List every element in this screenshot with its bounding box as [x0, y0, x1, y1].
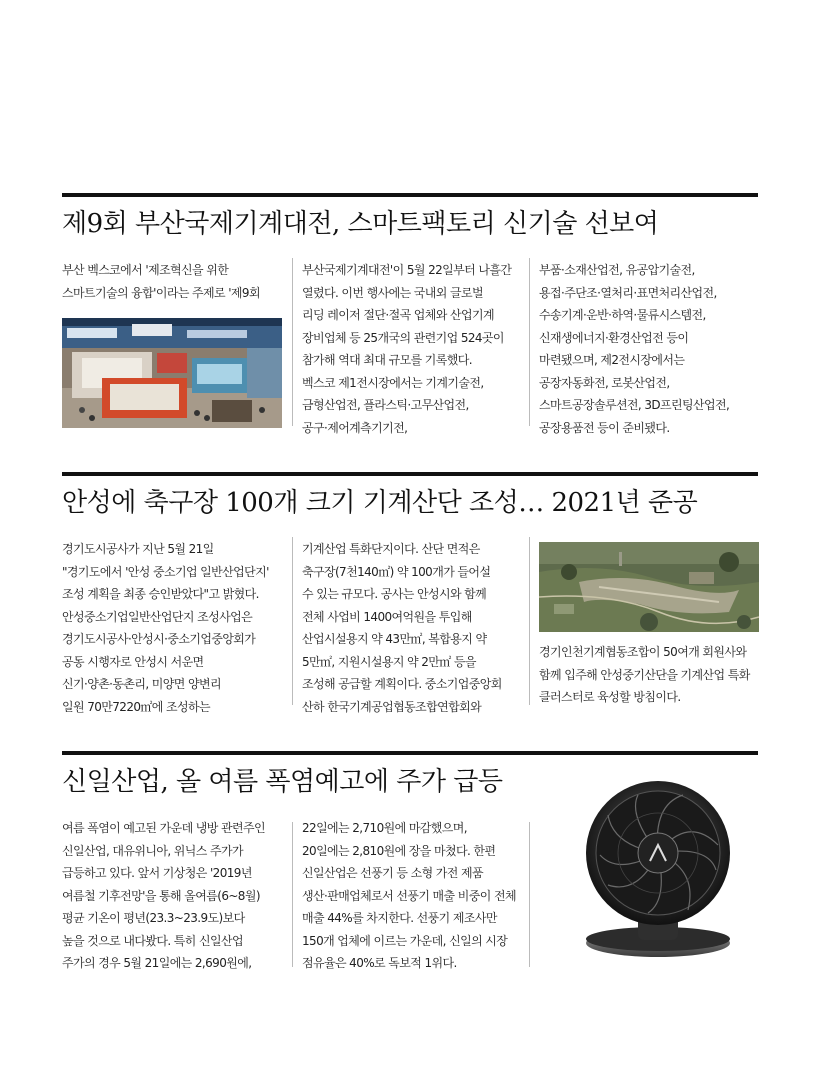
text-line: 신일산업은 선풍기 등 소형 가전 제품 — [302, 866, 483, 880]
text-line: 부품·소재산업전, 유공압기술전, — [539, 263, 695, 277]
column-divider — [292, 258, 293, 426]
text-line: 축구장(7천140㎡) 약 100개가 들어설 — [302, 564, 491, 579]
headline: 제9회 부산국제기계대전, 스마트팩토리 신기술 선보여 — [62, 209, 659, 239]
section-rule — [62, 472, 758, 476]
text-line: 경기도시공사·안성시·중소기업중앙회가 — [62, 632, 256, 646]
text-line: 신기·양촌·동촌리, 미양면 양변리 — [62, 677, 221, 691]
text-line: 열렸다. 이번 행사에는 국내외 글로벌 — [302, 285, 483, 300]
section-rule — [62, 751, 758, 755]
text-line: 평균 기온이 평년(23.3~23.9도)보다 — [62, 911, 245, 925]
text-line: 부산국제기계대전'이 5월 22일부터 나흘간 — [302, 263, 512, 277]
text-line: 생산·판매업체로서 선풍기 매출 비중이 전체 — [302, 888, 516, 903]
section-rule — [62, 193, 758, 197]
exhibition-hall-photo — [62, 318, 282, 428]
text-line: 장비업체 등 25개국의 관련기업 524곳이 — [302, 330, 504, 345]
exhibition-hall-illustration — [62, 318, 282, 428]
text-line: 높을 것으로 내다봤다. 특히 신일산업 — [62, 933, 243, 948]
text-line: 기계산업 특화단지이다. 산단 면적은 — [302, 542, 480, 556]
text-line: 산하 한국기계공업협동조합연합회와 — [302, 699, 482, 714]
text-line: 조성해 공급할 계획이다. 중소기업중앙회 — [302, 677, 502, 691]
text-line: 매출 44%를 차지한다. 선풍기 제조사만 — [302, 911, 497, 925]
text-line: 공동 시행자로 안성시 서운면 — [62, 654, 204, 669]
text-line: 조성 계획을 최종 승인받았다"고 밝혔다. — [62, 587, 259, 601]
text-line: 22일에는 2,710원에 마감했으며, — [302, 821, 467, 835]
text-line: 경기도시공사가 지난 5월 21일 — [62, 542, 214, 556]
text-line: 5만㎡, 지원시설용지 약 2만㎡ 등을 — [302, 654, 476, 669]
text-line: 20일에는 2,810원에 장을 마쳤다. 한편 — [302, 843, 496, 858]
column-divider — [529, 822, 530, 967]
column-divider — [292, 537, 293, 705]
headline: 신일산업, 올 여름 폭염예고에 주가 급등 — [62, 767, 503, 797]
text-line: 공구·제어계측기기전, — [302, 420, 408, 435]
article-column — [302, 817, 527, 975]
aerial-site-photo — [539, 542, 759, 632]
text-line: 일원 70만7220㎡에 조성하는 — [62, 699, 210, 714]
text-line: 클러스터로 육성할 방침이다. — [539, 690, 681, 704]
text-line: 금형산업전, 플라스틱·고무산업전, — [302, 398, 469, 412]
text-line: 리딩 레이저 절단·절곡 업체와 산업기계 — [302, 308, 494, 322]
text-line: 공장용품전 등이 준비됐다. — [539, 420, 670, 435]
text-line: 스마트기술의 융합'이라는 주제로 '제9회 — [62, 285, 260, 300]
text-line: 마련됐으며, 제2전시장에서는 — [539, 353, 685, 367]
text-line: 수 있는 규모다. 공사는 안성시와 함께 — [302, 587, 487, 601]
text-line: 스마트공장솔루션전, 3D프린팅산업전, — [539, 398, 730, 412]
text-line: 급등하고 있다. 앞서 기상청은 '2019년 — [62, 866, 252, 880]
headline: 안성에 축구장 100개 크기 기계산단 조성… 2021년 준공 — [62, 488, 698, 518]
article-column — [539, 259, 759, 439]
text-line: 참가해 역대 최대 규모를 기록했다. — [302, 353, 472, 367]
column-divider — [529, 258, 530, 426]
circulator-fan-photo — [578, 775, 738, 965]
text-line: 수송기계·운반·하역·물류시스템전, — [539, 308, 706, 322]
text-line: 안성중소기업일반산업단지 조성사업은 — [62, 609, 253, 624]
column-divider — [292, 822, 293, 967]
text-line: 벡스코 제1전시장에서는 기계기술전, — [302, 375, 484, 390]
text-line: 공장자동화전, 로봇산업전, — [539, 375, 670, 390]
circulator-fan-illustration — [578, 775, 738, 965]
text-line: 경기인천기계협동조합이 50여개 회원사와 — [539, 645, 747, 659]
text-line: 신일산업, 대유위니아, 위닉스 주가가 — [62, 843, 243, 858]
text-line: 용접·주단조·열처리·표면처리산업전, — [539, 285, 717, 300]
text-line: 함께 입주해 안성중기산단을 기계산업 특화 — [539, 667, 750, 682]
text-line: 부산 벡스코에서 '제조혁신을 위한 — [62, 263, 229, 277]
article-column — [539, 641, 764, 709]
article-column — [62, 538, 287, 718]
article-column — [62, 817, 287, 975]
text-line: "경기도에서 '안성 중소기업 일반산업단지' — [62, 564, 269, 579]
article-column — [302, 538, 522, 718]
text-line: 점유율은 40%로 독보적 1위다. — [302, 956, 457, 970]
text-line: 산업시설용지 약 43만㎡, 복합용지 약 — [302, 632, 487, 646]
text-line: 150개 업체에 이르는 가운데, 신일의 시장 — [302, 933, 508, 948]
text-line: 주가의 경우 5월 21일에는 2,690원에, — [62, 956, 252, 970]
text-line: 전체 사업비 1400여억원을 투입해 — [302, 609, 472, 624]
text-line: 신재생에너지·환경산업전 등이 — [539, 330, 689, 345]
article-column — [302, 259, 522, 439]
column-divider — [529, 537, 530, 705]
text-line: 여름 폭염이 예고된 가운데 냉방 관련주인 — [62, 821, 265, 835]
text-line: 여름철 기후전망'을 통해 올여름(6~8월) — [62, 888, 260, 903]
aerial-site-illustration — [539, 542, 759, 632]
article-column — [62, 259, 282, 304]
